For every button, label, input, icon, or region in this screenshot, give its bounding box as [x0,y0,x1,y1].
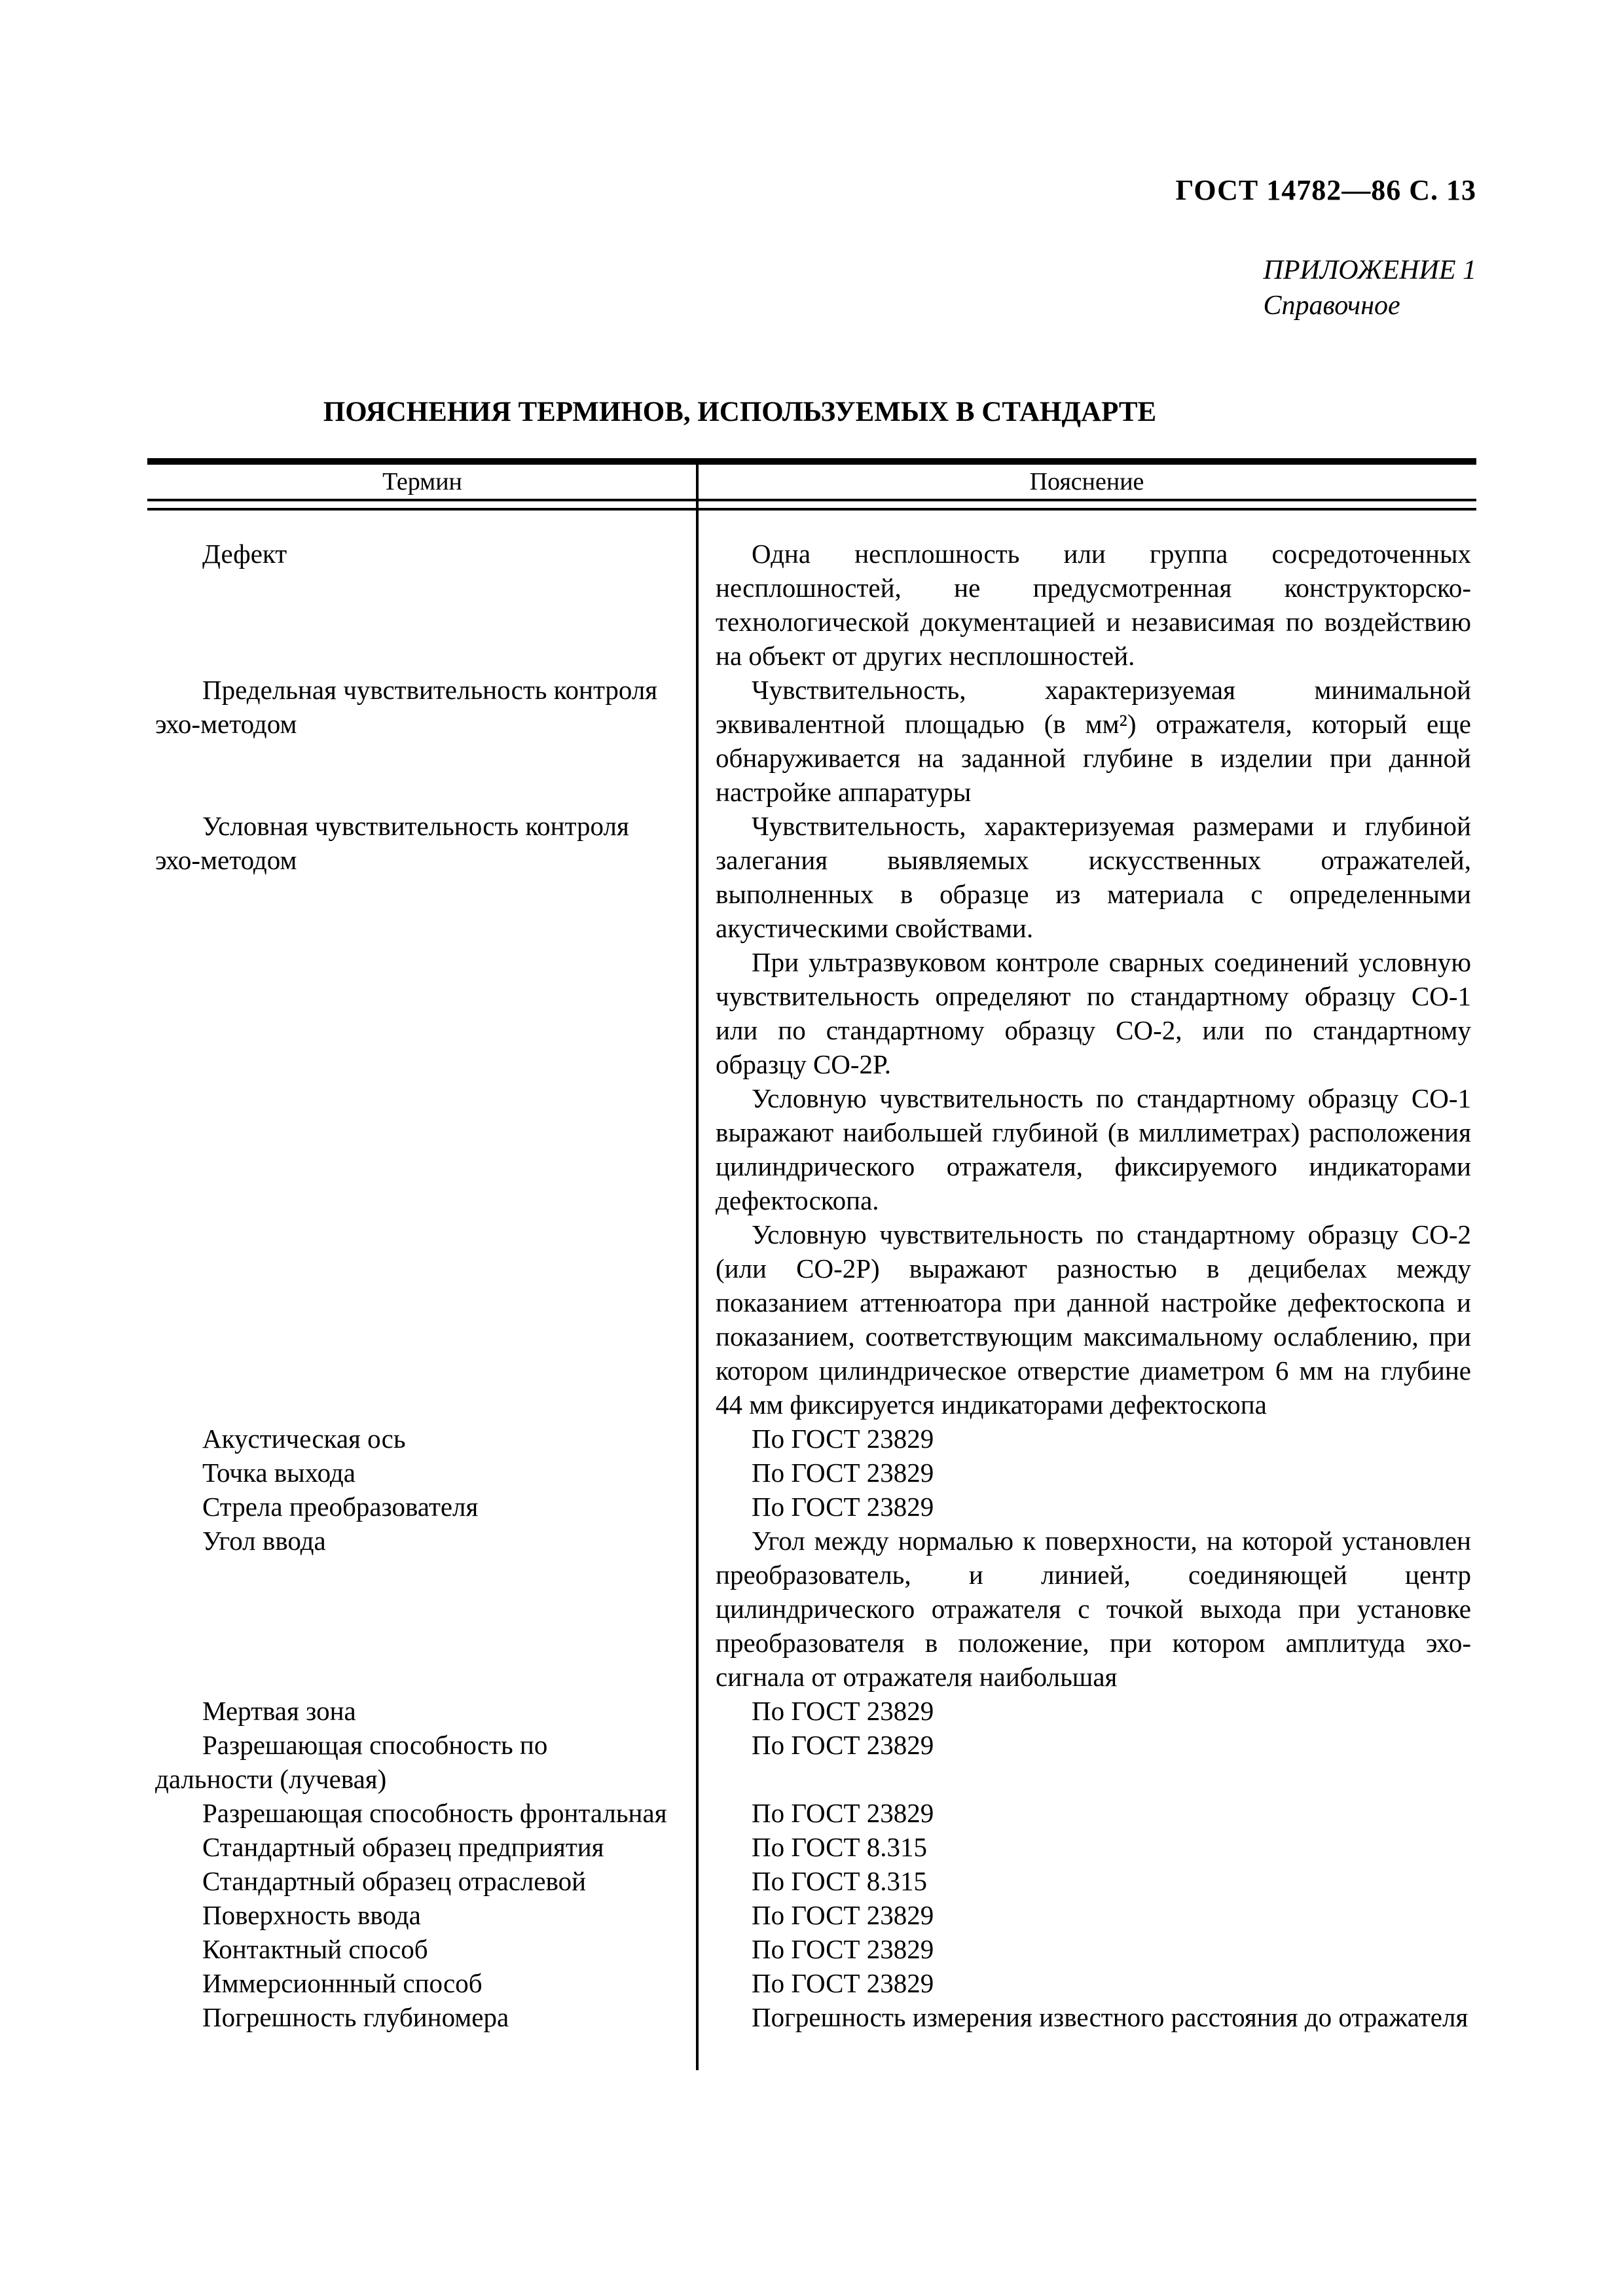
explanation-paragraph: Угол между нормалью к поверхности, на которой установлен преобразователь, и линией, соединяющей центр цилиндрического отражателя с точкой выхода при установке преобразователя в положение, при котором амплитуда эхо-сигнала от отражателя наибольшая [716,1526,1471,1692]
terms-table [147,458,1476,2070]
term-cell: Условная чувствительность контроля эхо-методом [155,811,629,875]
term-cell: Поверхность ввода [202,1900,421,1930]
explanation-cell [697,1694,1476,1728]
explanation-paragraph: По ГОСТ 23829 [752,1934,934,1964]
title-wrapper [147,397,1476,428]
appendix-label: ПРИЛОЖЕНИЕ 1 [1263,255,1476,285]
explanation-paragraph: По ГОСТ 23829 [752,1424,934,1454]
appendix-note: Справочное [1263,291,1400,321]
document-header: ГОСТ 14782—86 С. 13 [1175,174,1476,206]
explanation-cell [697,1490,1476,1524]
explanation-paragraph: Чувствительность, характеризуемая размерами и глубиной залегания выявляемых искусственных отражателей, выполненных в образце из материала с определенными акустическими свойствами. [716,811,1471,943]
table-row [147,1490,1476,1524]
explanation-cell [697,1796,1476,1830]
column-divider [696,465,699,2070]
explanation-paragraph: По ГОСТ 23829 [752,1492,934,1522]
term-cell: Дефект [202,539,287,569]
explanation-cell [697,537,1476,673]
explanation-cell [697,1932,1476,1966]
explanation-paragraph: По ГОСТ 23829 [752,1968,934,1998]
table-row [147,1728,1476,1796]
explanation-cell [697,673,1476,809]
table-row [147,1932,1476,1966]
table-row [147,537,1476,673]
table-row [147,1966,1476,2000]
explanation-paragraph: Условную чувствительность по стандартному образцу СО-1 выражают наибольшей глубиной (в миллиметрах) расположения цилиндрического отражателя, фиксируемого индикаторами дефектоскопа. [716,1083,1471,1215]
explanation-cell [697,1864,1476,1898]
term-cell: Контактный способ [202,1934,428,1964]
explanation-paragraph: По ГОСТ 23829 [752,1798,934,1828]
term-cell: Стандартный образец отраслевой [202,1866,587,1896]
explanation-paragraph: По ГОСТ 23829 [752,1730,934,1760]
explanation-paragraph: При ультразвуковом контроле сварных соединений условную чувствительность определяют по стандартному образцу СО-1 или по стандартному образцу СО-2, или по стандартному образцу СО-2Р. [716,947,1471,1079]
table-row [147,673,1476,809]
term-cell: Стрела преобразователя [202,1492,479,1522]
explanation-paragraph: По ГОСТ 8.315 [752,1866,928,1896]
explanation-paragraph: Одна несплошность или группа сосредоточенных несплошностей, не предусмотренная конструкторско-технологической документацией и независимая по воздействию на объект от других несплошностей. [716,539,1471,671]
table-row [147,1898,1476,1932]
table-row [147,1796,1476,1830]
explanation-cell [697,1966,1476,2000]
explanation-paragraph: По ГОСТ 23829 [752,1458,934,1488]
page-title: ПОЯСНЕНИЯ ТЕРМИНОВ, ИСПОЛЬЗУЕМЫХ В СТАНДАРТЕ [323,397,1157,427]
term-cell: Разрешающая способность фронтальная [202,1798,667,1828]
column-header-term: Термин [382,468,462,495]
explanation-paragraph: Условную чувствительность по стандартному образцу СО-2 (или СО-2Р) выражают разностью в децибелах между показанием аттенюатора при данной настройке дефектоскопа и показанием, соответствующим максимальному ослаблению, при котором цилиндрическое отверстие диаметром 6 мм на глубине 44 мм фиксируется индикаторами дефектоскопа [716,1219,1471,1420]
table-row [147,1524,1476,1694]
appendix-block [1264,253,1476,323]
term-cell: Иммерсионнный способ [202,1968,483,1998]
table-row [147,1456,1476,1490]
explanation-paragraph: По ГОСТ 23829 [752,1900,934,1930]
explanation-cell [697,1898,1476,1932]
term-cell: Угол ввода [202,1526,326,1556]
explanation-paragraph: Чувствительность, характеризуемая минимальной эквивалентной площадью (в мм²) отражателя, который еще обнаруживается на заданной глубине в изделии при данной настройке аппаратуры [716,675,1471,807]
explanation-paragraph: Погрешность измерения известного расстояния до отражателя [752,2002,1468,2032]
explanation-paragraph: По ГОСТ 23829 [752,1696,934,1726]
table-row [147,1864,1476,1898]
explanation-paragraph: По ГОСТ 8.315 [752,1832,928,1862]
table-row [147,1422,1476,1456]
table-body [147,511,1476,2070]
term-cell: Разрешающая способность по дальности (лучевая) [155,1730,548,1794]
term-cell: Стандартный образец предприятия [202,1832,604,1862]
explanation-cell [697,809,1476,1422]
table-row [147,1694,1476,1728]
term-cell: Предельная чувствительность контроля эхо-методом [155,675,658,739]
term-cell: Точка выхода [202,1458,356,1488]
table-header-row [147,465,1476,501]
term-cell: Акустическая ось [202,1424,406,1454]
explanation-cell [697,1456,1476,1490]
term-cell: Мертвая зона [202,1696,356,1726]
explanation-cell [697,1728,1476,1796]
explanation-cell [697,1524,1476,1694]
explanation-cell [697,2000,1476,2034]
table-row [147,809,1476,1422]
column-header-explanation: Пояснение [1029,468,1144,495]
table-row [147,2000,1476,2034]
explanation-cell [697,1422,1476,1456]
explanation-cell [697,1830,1476,1864]
term-cell: Погрешность глубиномера [202,2002,509,2032]
table-row [147,1830,1476,1864]
